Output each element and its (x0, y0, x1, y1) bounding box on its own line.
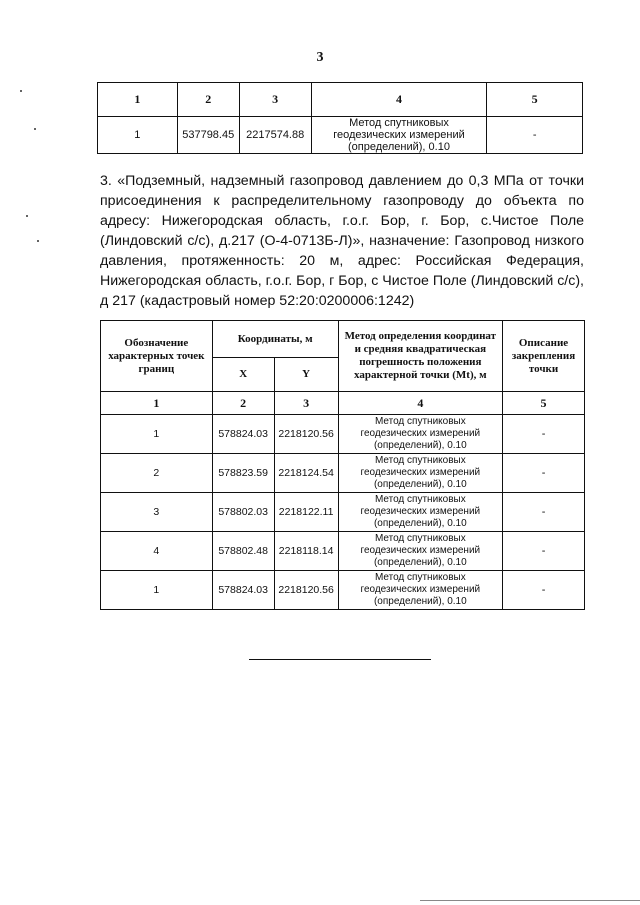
table-row (101, 532, 585, 571)
y-coordinate: 2217574.88 (239, 117, 311, 154)
y-coordinate: 2218120.56 (274, 571, 338, 610)
x-coordinate: 578802.03 (212, 493, 274, 532)
header-y: Y (274, 358, 338, 392)
table-row (101, 493, 585, 532)
scan-speck (20, 90, 22, 92)
y-coordinate: 2218118.14 (274, 532, 338, 571)
table-row (101, 454, 585, 493)
section-separator (249, 659, 431, 660)
column-index: 4 (311, 83, 487, 117)
x-coordinate: 537798.45 (177, 117, 239, 154)
description-cell: - (503, 415, 585, 454)
description-cell: - (503, 532, 585, 571)
x-coordinate: 578802.48 (212, 532, 274, 571)
column-index: 3 (239, 83, 311, 117)
method-cell: Метод спутниковых геодезических измерений (определений), 0.10 (338, 532, 502, 571)
header-description: Описание закрепления точки (503, 321, 585, 392)
description-cell: - (503, 571, 585, 610)
x-coordinate: 578824.03 (212, 571, 274, 610)
point-label: 4 (101, 532, 213, 571)
coordinates-table-continued (97, 82, 583, 154)
description-cell: - (503, 493, 585, 532)
method-cell: Метод спутниковых геодезических измерений (определений), 0.10 (338, 493, 502, 532)
x-coordinate: 578824.03 (212, 415, 274, 454)
description-cell: - (503, 454, 585, 493)
description-cell: - (487, 117, 583, 154)
header-method: Метод определения координат и средняя квадратическая погрешность положения характерной точки (Mt), м (338, 321, 502, 392)
scan-speck (37, 240, 39, 242)
column-index-row (101, 392, 585, 415)
point-label: 1 (101, 415, 213, 454)
column-index: 1 (101, 392, 213, 415)
table-row (101, 571, 585, 610)
column-index: 3 (274, 392, 338, 415)
header-coordinates: Координаты, м (212, 321, 338, 358)
method-cell: Метод спутниковых геодезических измерений (определений), 0.10 (338, 571, 502, 610)
column-index: 1 (98, 83, 178, 117)
column-index: 5 (503, 392, 585, 415)
scan-speck (34, 128, 36, 130)
column-index: 4 (338, 392, 502, 415)
method-cell: Метод спутниковых геодезических измерений (определений), 0.10 (311, 117, 487, 154)
y-coordinate: 2218122.11 (274, 493, 338, 532)
bottom-rule (420, 900, 640, 901)
column-index: 5 (487, 83, 583, 117)
page-number: 3 (316, 50, 324, 65)
point-label: 1 (98, 117, 178, 154)
column-index: 2 (212, 392, 274, 415)
header-x: X (212, 358, 274, 392)
table-row (101, 415, 585, 454)
object-description-paragraph: 3. «Подземный, надземный газопровод давлением до 0,3 МПа от точки присоединения к распределительному газопроводу до объекта по адресу: Нижегородская область, г.о.г. Бор, г. Бор, с.Чистое Поле (Линдовский с/с), д.217 (О-4-0713Б-Л)», назначение: Газопровод низкого давления, протяженность: 20 м, адрес: Российская Федерация, Нижегородская область, г.о.г. Бор, г Бор, с Чистое Поле (Линдовский с/с), д 217 (кадастровый номер 52:20:0200006:1242) (100, 173, 584, 309)
method-cell: Метод спутниковых геодезических измерений (определений), 0.10 (338, 415, 502, 454)
table-row (98, 117, 583, 154)
table-header-row (101, 321, 585, 358)
method-cell: Метод спутниковых геодезических измерений (определений), 0.10 (338, 454, 502, 493)
header-points: Обозначение характерных точек границ (101, 321, 213, 392)
point-label: 2 (101, 454, 213, 493)
coordinates-table (100, 320, 585, 610)
column-index: 2 (177, 83, 239, 117)
y-coordinate: 2218124.54 (274, 454, 338, 493)
table-header-row (98, 83, 583, 117)
scan-speck (26, 215, 28, 217)
y-coordinate: 2218120.56 (274, 415, 338, 454)
point-label: 3 (101, 493, 213, 532)
x-coordinate: 578823.59 (212, 454, 274, 493)
point-label: 1 (101, 571, 213, 610)
